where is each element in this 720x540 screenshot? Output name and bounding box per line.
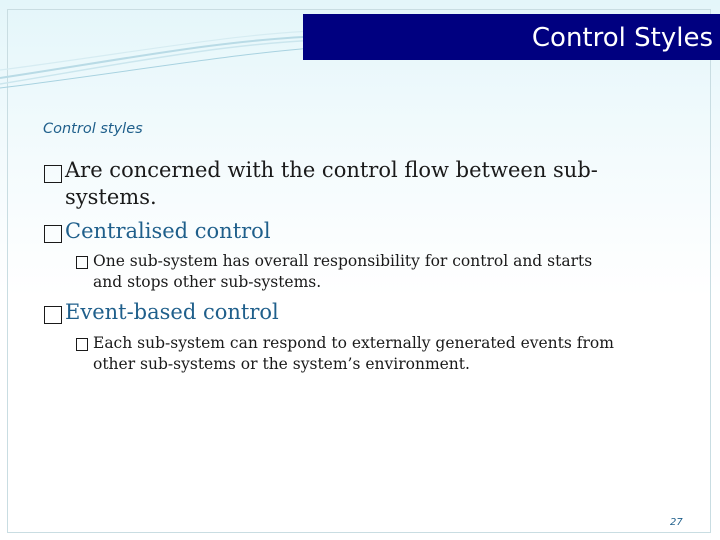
sub-bullet-3-1 [76, 333, 676, 375]
slide-title: Control Styles [531, 23, 713, 53]
sub-bullet-3-1-line-2: other sub-systems or the system’s environment. [93, 355, 470, 373]
title-bar [303, 14, 720, 60]
bullet-1-line-1: Are concerned with the control flow between sub- [65, 158, 598, 182]
bullet-marker [44, 306, 62, 324]
bullet-marker [44, 165, 62, 183]
bullet-3 [44, 298, 279, 326]
slide-subheading: Control styles [43, 121, 143, 137]
bullet-2-text: Centralised control [65, 219, 271, 243]
sub-bullet-marker [76, 256, 88, 269]
sub-bullet-marker [76, 338, 88, 351]
page-number: 27 [670, 517, 683, 528]
bullet-2 [44, 217, 271, 245]
bullet-3-text: Event-based control [65, 300, 279, 324]
bullet-1 [44, 157, 644, 211]
sub-bullet-2-1-line-1: One sub-system has overall responsibility for control and starts [93, 252, 593, 270]
bullet-marker [44, 225, 62, 243]
sub-bullet-3-1-line-1: Each sub-system can respond to externally generated events from [93, 334, 614, 352]
bullet-1-line-2: systems. [65, 185, 157, 209]
sub-bullet-2-1-line-2: and stops other sub-systems. [93, 273, 322, 291]
sub-bullet-2-1 [76, 251, 676, 293]
